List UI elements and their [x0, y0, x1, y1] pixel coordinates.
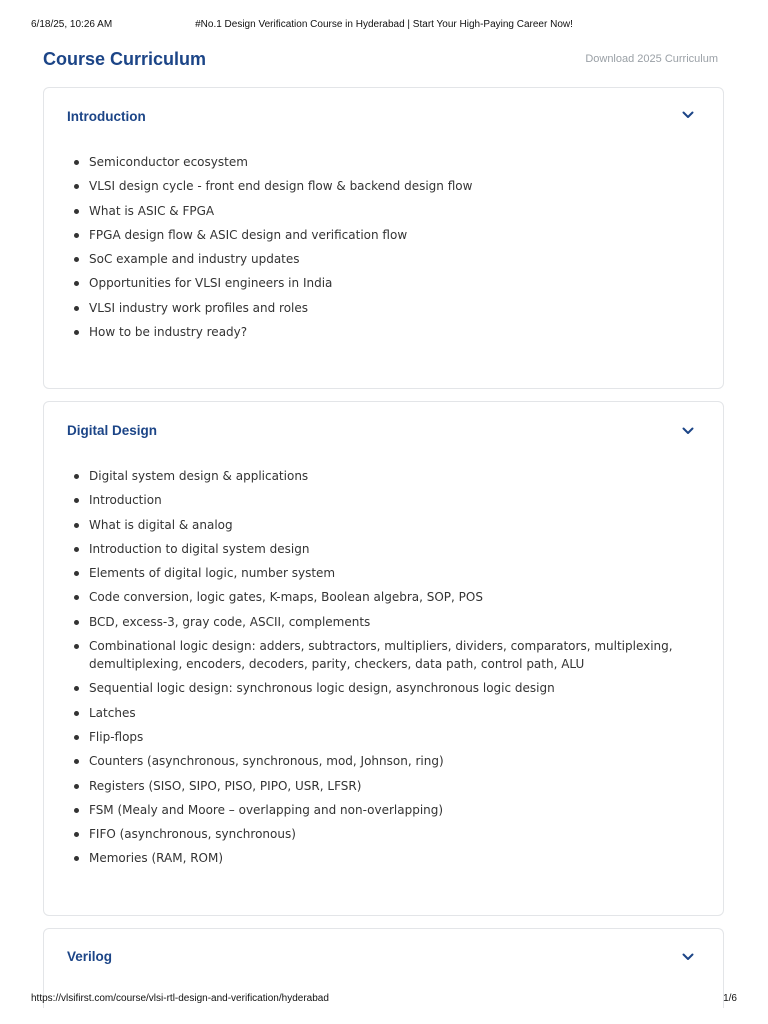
- list-item: Digital system design & applications: [89, 467, 683, 485]
- list-item: Memories (RAM, ROM): [89, 849, 683, 867]
- list-item: VLSI industry work profiles and roles: [89, 299, 683, 317]
- list-item: Elements of digital logic, number system: [89, 564, 683, 582]
- list-item: SoC example and industry updates: [89, 250, 683, 268]
- list-item: Latches: [89, 704, 683, 722]
- list-item: Registers (SISO, SIPO, PISO, PIPO, USR, LFSR): [89, 777, 683, 795]
- module-card-digital-design: [43, 401, 724, 916]
- list-item: Introduction: [89, 491, 683, 509]
- curriculum-title: Course Curriculum: [43, 49, 207, 69]
- list-item: Combinational logic design: adders, subtractors, multipliers, dividers, comparators, multiplexing, demultiplexing, encoders, decoders, parity, checkers, data path, control path, ALU: [89, 637, 683, 673]
- download-curriculum-link[interactable]: Download 2025 Curriculum: [585, 53, 718, 65]
- module-card-introduction: [43, 87, 724, 389]
- list-item: BCD, excess-3, gray code, ASCII, complements: [89, 613, 683, 631]
- module-header-introduction[interactable]: [44, 88, 723, 144]
- chevron-down-icon[interactable]: [682, 952, 694, 962]
- list-item: FIFO (asynchronous, synchronous): [89, 825, 683, 843]
- list-item: Sequential logic design: synchronous logic design, asynchronous logic design: [89, 679, 683, 697]
- list-item: FSM (Mealy and Moore – overlapping and non-overlapping): [89, 801, 683, 819]
- list-item: VLSI design cycle - front end design flow & backend design flow: [89, 177, 683, 195]
- list-item: How to be industry ready?: [89, 323, 683, 341]
- print-header: [31, 19, 737, 33]
- print-url: https://vlsifirst.com/course/vlsi-rtl-design-and-verification/hyderabad: [31, 993, 329, 1004]
- module-title: Digital Design: [67, 423, 158, 438]
- list-item: Semiconductor ecosystem: [89, 153, 683, 171]
- print-footer: [31, 993, 737, 1007]
- list-item: What is digital & analog: [89, 516, 683, 534]
- module-topic-list: [89, 153, 683, 347]
- list-item: FPGA design flow & ASIC design and verification flow: [89, 226, 683, 244]
- list-item: Counters (asynchronous, synchronous, mod, Johnson, ring): [89, 752, 683, 770]
- module-title: Introduction: [67, 109, 146, 124]
- module-header-digital-design[interactable]: [44, 402, 723, 458]
- chevron-down-icon[interactable]: [682, 426, 694, 436]
- module-header-verilog[interactable]: [44, 929, 723, 985]
- list-item: Code conversion, logic gates, K-maps, Boolean algebra, SOP, POS: [89, 588, 683, 606]
- print-page-number: 1/6: [723, 993, 737, 1004]
- module-topic-list: [89, 467, 683, 874]
- module-title: Verilog: [67, 949, 113, 964]
- print-page-title: #No.1 Design Verification Course in Hyderabad | Start Your High-Paying Career Now!: [195, 19, 573, 30]
- list-item: Opportunities for VLSI engineers in India: [89, 274, 683, 292]
- list-item: Introduction to digital system design: [89, 540, 683, 558]
- list-item: What is ASIC & FPGA: [89, 202, 683, 220]
- chevron-down-icon[interactable]: [682, 110, 694, 120]
- print-date: 6/18/25, 10:26 AM: [31, 19, 113, 30]
- list-item: Flip-flops: [89, 728, 683, 746]
